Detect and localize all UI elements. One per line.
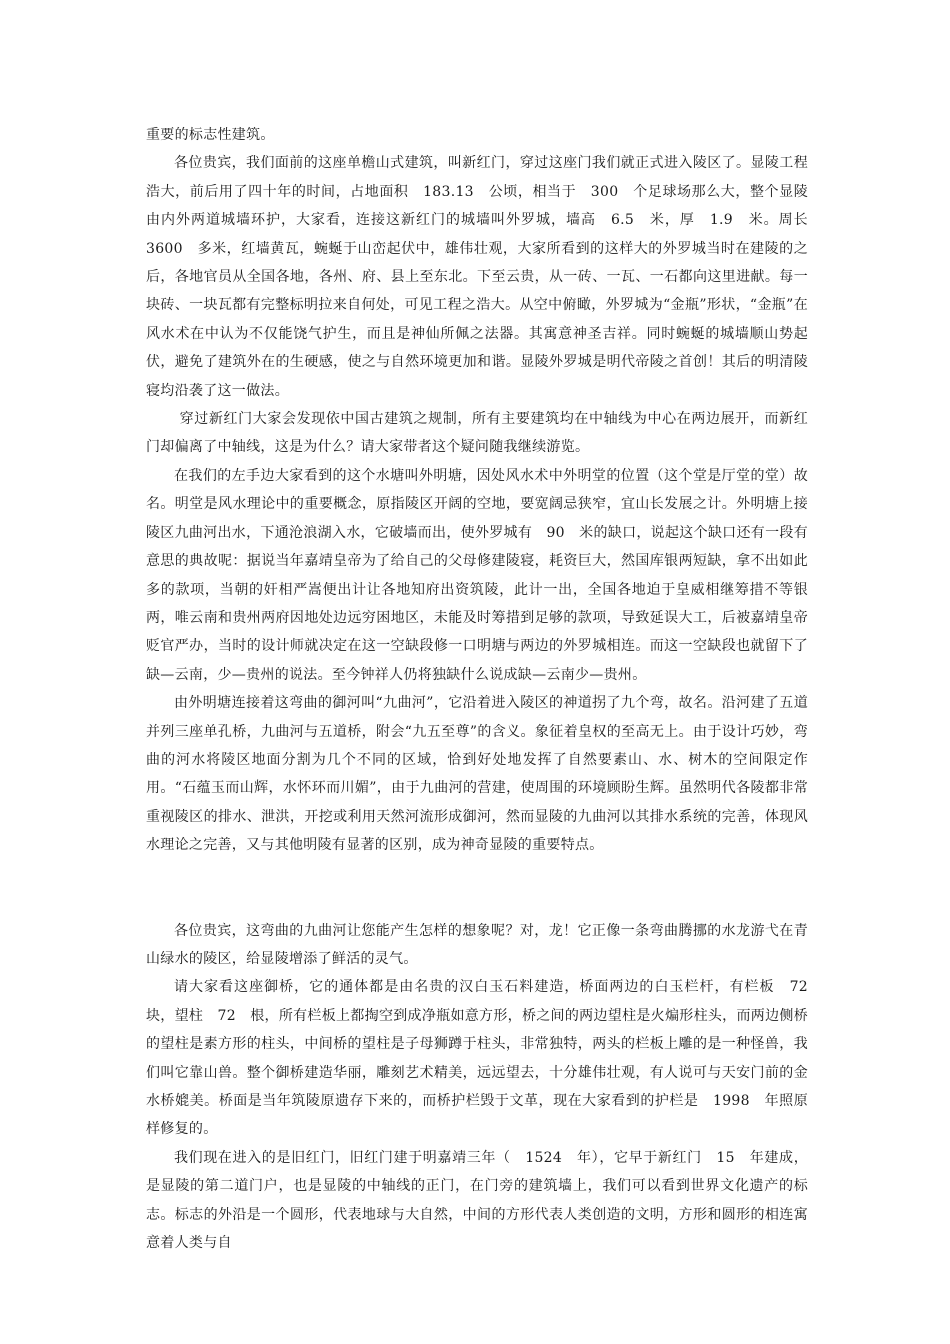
paragraph-2: 各位贵宾，我们面前的这座单檐山式建筑，叫新红门，穿过这座门我们就正式进入陵区了。显陵工程浩大，前后用了四十年的时间，占地面积 183.13 公顷，相当于 300 个足球场那么大，整个显陵由内外两道城墙环护，大家看，连接这新红门的城墙叫外罗城，墙高 6.5 米，厚 1.9 米。周长 3600 多米，红墙黄瓦，蜿蜒于山峦起伏中，雄伟壮观，大家所看到的这样大的外罗城当时在建陵的之后，各地官员从全国各地，各州、府、县上至东北。下至云贵，从一砖、一瓦、一石都向这里进献。每一块砖、一块瓦都有完整标明拉来自何处，可见工程之浩大。从空中俯瞰，外罗城为“金瓶”形状，“金瓶”在风水术在中认为不仅能饶气护生，而且是神仙所佩之法器。其寓意神圣吉祥。同时蜿蜒的城墙顺山势起伏，避免了建筑外在的生硬感，使之与自然环境更加和谐。显陵外罗城是明代帝陵之首创！其后的明清陵寝均沿袭了这一做法。	[146, 155, 823, 399]
paragraph-4: 在我们的左手边大家看到的这个水塘叫外明塘，因处风水术中外明堂的位置（这个堂是厅堂的堂）故名。明堂是风水理论中的重要概念，原指陵区开阔的空地，要宽阔忌狭窄，宜山长发展之计。外明塘上接陵区九曲河出水，下通沧浪湖入水，它破墙而出，使外罗城有 90 米的缺口，说起这个缺口还有一段有意思的典故呢：据说当年嘉靖皇帝为了给自己的父母修建陵寝，耗资巨大，然国库银两短缺，拿不出如此多的款项，当朝的奸相严嵩便出计让各地知府出资筑陵，此计一出，全国各地迫于皇威相继筹措不等银两，唯云南和贵州两府因地处边远穷困地区，未能及时筹措到足够的款项，导致延误大工，后被嘉靖皇帝贬官严办，当时的设计师就决定在这一空缺段修一口明塘与两边的外罗城相连。而这一空缺段也就留下了缺—云南，少—贵州的说法。至今钟祥人仍将独缺什么说成缺—云南少—贵州。	[146, 467, 808, 683]
document-body	[146, 121, 823, 1257]
paragraph-7: 请大家看这座御桥，它的通体都是由名贵的汉白玉石料建造，桥面两边的白玉栏杆，有栏板 72 块，望柱 72 根，所有栏板上都掏空到成净瓶如意方形，桥之间的两边望柱是火煸形柱头，而两边侧桥的望柱是素方形的柱头，中间桥的望柱是子母狮蹲于柱头，非常独特，两头的栏板上雕的是一种怪兽，我们叫它靠山兽。整个御桥建造华丽，雕刻艺术精美，远远望去，十分雄伟壮观，有人说可与天安门前的金水桥媲美。桥面是当年筑陵原遗存下来的，而桥护栏毁于文革，现在大家看到的护栏是 1998 年照原样修复的。	[146, 979, 823, 1138]
section-gap	[146, 860, 808, 917]
paragraph-8: 我们现在进入的是旧红门，旧红门建于明嘉靖三年（ 1524 年），它早于新红门 15 年建成，是显陵的第二道门户，也是显陵的中轴线的正门，在门旁的建筑墙上，我们可以看到世界文化遗产的标志。标志的外沿是一个圆形，代表地球与大自然，中间的方形代表人类创造的文明，方形和圆形的相连寓意着人类与自	[146, 1149, 808, 1252]
paragraph-3: 穿过新红门大家会发现依中国古建筑之规制，所有主要建筑均在中轴线为中心在两边展开，而新红门却偏离了中轴线，这是为什么？请大家带者这个疑问随我继续游览。	[146, 411, 808, 456]
paragraph-1: 重要的标志性建筑。	[146, 127, 275, 143]
paragraph-5: 由外明塘连接着这弯曲的御河叫“九曲河”，它沿着进入陵区的神道拐了九个弯，故名。沿河建了五道并列三座单孔桥，九曲河与五道桥，附会“九五至尊”的含义。象征着皇权的至高无上。由于设计巧妙，弯曲的河水将陵区地面分割为几个不同的区域，恰到好处地发挥了自然要素山、水、树木的空间限定作用。“石蕴玉而山辉，水怀环而川媚”，由于九曲河的营建，使周围的环境顾盼生辉。虽然明代各陵都非常重视陵区的排水、泄洪，开挖或利用天然河流形成御河，然而显陵的九曲河以其排水系统的完善，体现风水理论之完善，又与其他明陵有显著的区别，成为神奇显陵的重要特点。	[146, 695, 808, 854]
paragraph-6: 各位贵宾，这弯曲的九曲河让您能产生怎样的想象呢？对，龙！它正像一条弯曲腾挪的水龙游弋在青山绿水的陵区，给显陵增添了鲜活的灵气。	[146, 922, 808, 967]
